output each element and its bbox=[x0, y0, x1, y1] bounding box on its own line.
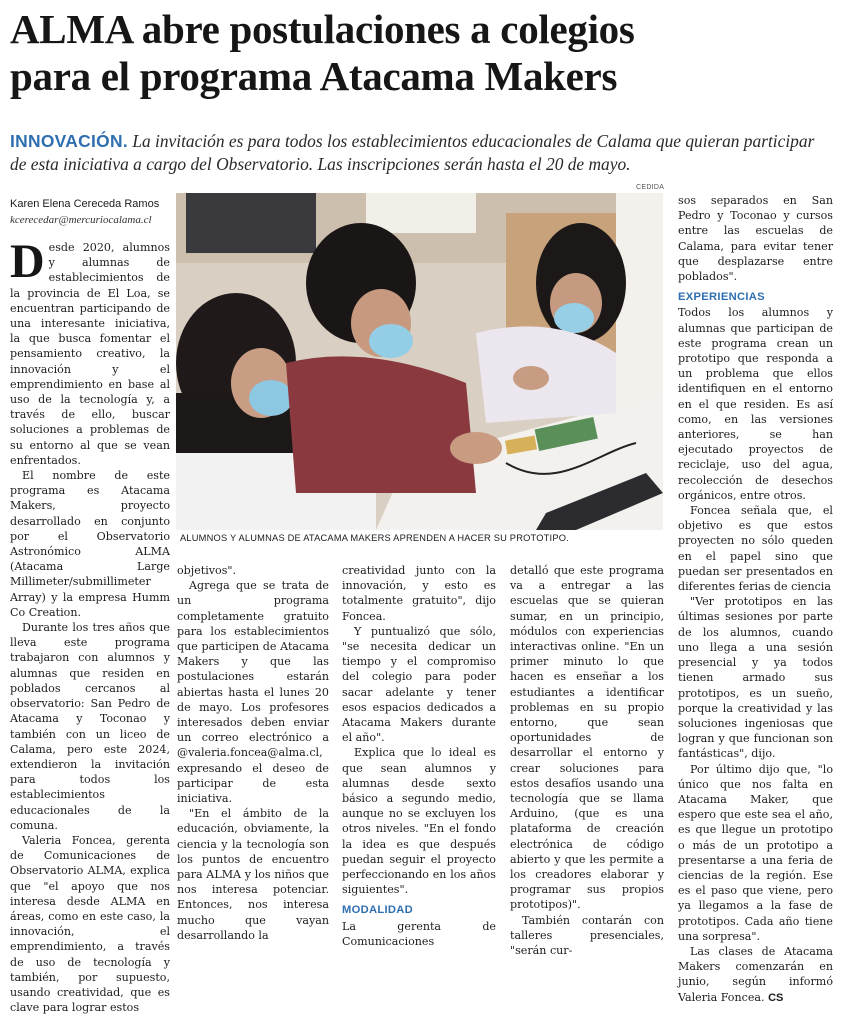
article-paragraph: Valeria Foncea, gerenta de Comunicaciones de Observatorio ALMA, explica que "el apoyo que nos interesa desde ALMA en áreas, como en este caso, la innovación, el emprendimiento, a través de uso de tecnología y también, por supuesto, usando creatividad, que es clave para lograr estos bbox=[10, 833, 170, 1015]
article-paragraph: Durante los tres años que lleva este programa trabajaron con alumnos y alumnas que residen en poblados cercanos al observatorio: San Pedro de Atacama y Toconao y también con un liceo de Calama, pero este 2024, extendieron la invitación para todos los establecimientos educacionales de la comuna. bbox=[10, 621, 170, 832]
lead-text: La invitación es para todos los establecimientos educacionales de Calama que quieran participar de esta iniciativa a cargo del Observatorio. Las inscripciones serán hasta el 20 de mayo. bbox=[10, 131, 815, 174]
lead-paragraph bbox=[10, 130, 835, 176]
article-paragraph: También contarán con talleres presenciales, "serán cur- bbox=[510, 913, 664, 958]
article-paragraph: Desde 2020, alumnos y alumnas de establecimientos de la provincia de El Loa, se encuentran participando de una interesante iniciativa, la que busca fomentar el pensamiento creativo, la innovación y el emprendimiento en base al uso de la tecnología y, a través de ello, buscar soluciones a problemas de su entorno al que se vean enfrentados. bbox=[10, 235, 170, 467]
article-column-2 bbox=[177, 563, 329, 943]
article-paragraph: El nombre de este programa es Atacama Makers, proyecto desarrollado en conjunto por el Observatorio Astronómico ALMA (Atacama Large Millimeter/submillimeter Array) y la empresa Humm Co Creation. bbox=[10, 469, 170, 619]
end-mark: CS bbox=[768, 991, 784, 1004]
author-email: kcerecedar@mercuriocalama.cl bbox=[10, 214, 152, 226]
article-paragraph: sos separados en San Pedro y Toconao y cursos entre las escuelas de Calama, para evitar tener que desplazarse entre poblados". bbox=[678, 194, 833, 284]
article-column-1 bbox=[10, 235, 170, 1015]
article-paragraph: Las clases de Atacama Makers comenzarán en junio, según informó Valeria Foncea. CS bbox=[678, 944, 833, 1004]
article-paragraph: Por último dijo que, "lo único que nos falta en Atacama Maker, que espero que este sea el año, es que llegue un prototipo o más de un prototipo a presentarse a una feria de ciencias de la región. Ese es el paso que viene, pero ya llegamos a la fase de prototipos. Cada año tiene una sorpresa". bbox=[678, 762, 833, 943]
article-paragraph: Y puntualizó que sólo, "se necesita dedicar un tiempo y el compromiso del colegio para poder sacar adelante y tener esos espacios dedicados a Atacama Makers durante el año". bbox=[342, 624, 496, 745]
section-subhead-experiencias: EXPERIENCIAS bbox=[678, 291, 765, 304]
article-paragraph: Explica que lo ideal es que sean alumnos y alumnas desde sexto básico a segundo medio, aunque no se excluyen los otros niveles. "En el fondo la idea es que después puedan seguir el proyecto perfeccionando en los años siguientes". bbox=[342, 746, 496, 897]
photo-credit: CEDIDA bbox=[636, 184, 665, 191]
lead-kicker: INNOVACIÓN. bbox=[10, 131, 128, 151]
article-paragraph: Foncea señala que, el objetivo es que estos proyecten no sólo queden en el papel sino que puedan ser presentados en diferentes ferias de ciencia bbox=[678, 504, 833, 594]
section-subhead-modalidad: MODALIDAD bbox=[342, 904, 414, 917]
headline-line-2: para el programa Atacama Makers bbox=[10, 53, 618, 99]
article-paragraph: "Ver prototipos en las últimas sesiones por parte de los alumnos, cuando uno llega a una sesión presencial y ya todos tienen armado sus prototipos, es un sueño, porque la creatividad y las soluciones ingeniosas que logran y que funcionan son fantásticas", dijo. bbox=[678, 595, 833, 761]
article-paragraph: creatividad junto con la innovación, y esto es totalmente gratuito", dijo Foncea. bbox=[342, 564, 496, 623]
article-photo bbox=[176, 193, 663, 530]
photo-caption: ALUMNOS Y ALUMNAS DE ATACAMA MAKERS APRENDEN A HACER SU PROTOTIPO. bbox=[180, 533, 569, 543]
article-column-4 bbox=[510, 563, 664, 958]
article-column-3 bbox=[342, 563, 496, 949]
article-paragraph: "En el ámbito de la educación, obviamente, la ciencia y la tecnología son los puntos de encuentro para ALMA y los niños que nos interesa potenciar. Entonces, nos interesa mucho que vayan desarrollando la bbox=[177, 807, 329, 942]
article-paragraph: detalló que este programa va a entregar a las escuelas que se quieran sumar, en un principio, módulos con experiencias interactivas online. "En un primer minuto lo que hacen es enseñar a los estudiantes a identificar problemas en su propio entorno, que sean oportunidades de desarrollar el entorno y crear soluciones para estos desafíos usando una tecnología que se llama Arduino, (que es una plataforma de creación electrónica de código abierto y que les permite a los creadores elaborar y programar sus propios prototipos)". bbox=[510, 564, 664, 912]
headline-line-1: ALMA abre postulaciones a colegios bbox=[10, 6, 635, 52]
headline bbox=[10, 6, 835, 100]
article-paragraph: Agrega que se trata de un programa completamente gratuito para los establecimientos que participen de Atacama Makers y que las postulaciones estarán abiertas hasta el lunes 20 de mayo. Los profesores interesados deben enviar un correo electrónico a @valeria.foncea@alma.cl, expresando el deseo de participar de esta iniciativa. bbox=[177, 579, 329, 806]
photo-illustration bbox=[176, 193, 663, 530]
article-paragraph: La gerenta de Comunicaciones bbox=[342, 919, 496, 948]
drop-cap: D bbox=[10, 235, 45, 288]
article-paragraph: objetivos". bbox=[177, 564, 237, 577]
article-paragraph: Todos los alumnos y alumnas que participan de este programa crean un prototipo que responda a un problema que ellos identifiquen en el entorno en el que residen. Es así como, en las versiones anteriores, se han ejecutado proyectos de reciclaje, uso del agua, recolección de desechos orgánicos, entre otros. bbox=[678, 306, 833, 502]
author-name: Karen Elena Cereceda Ramos bbox=[10, 198, 160, 210]
article-column-5 bbox=[678, 193, 833, 1006]
